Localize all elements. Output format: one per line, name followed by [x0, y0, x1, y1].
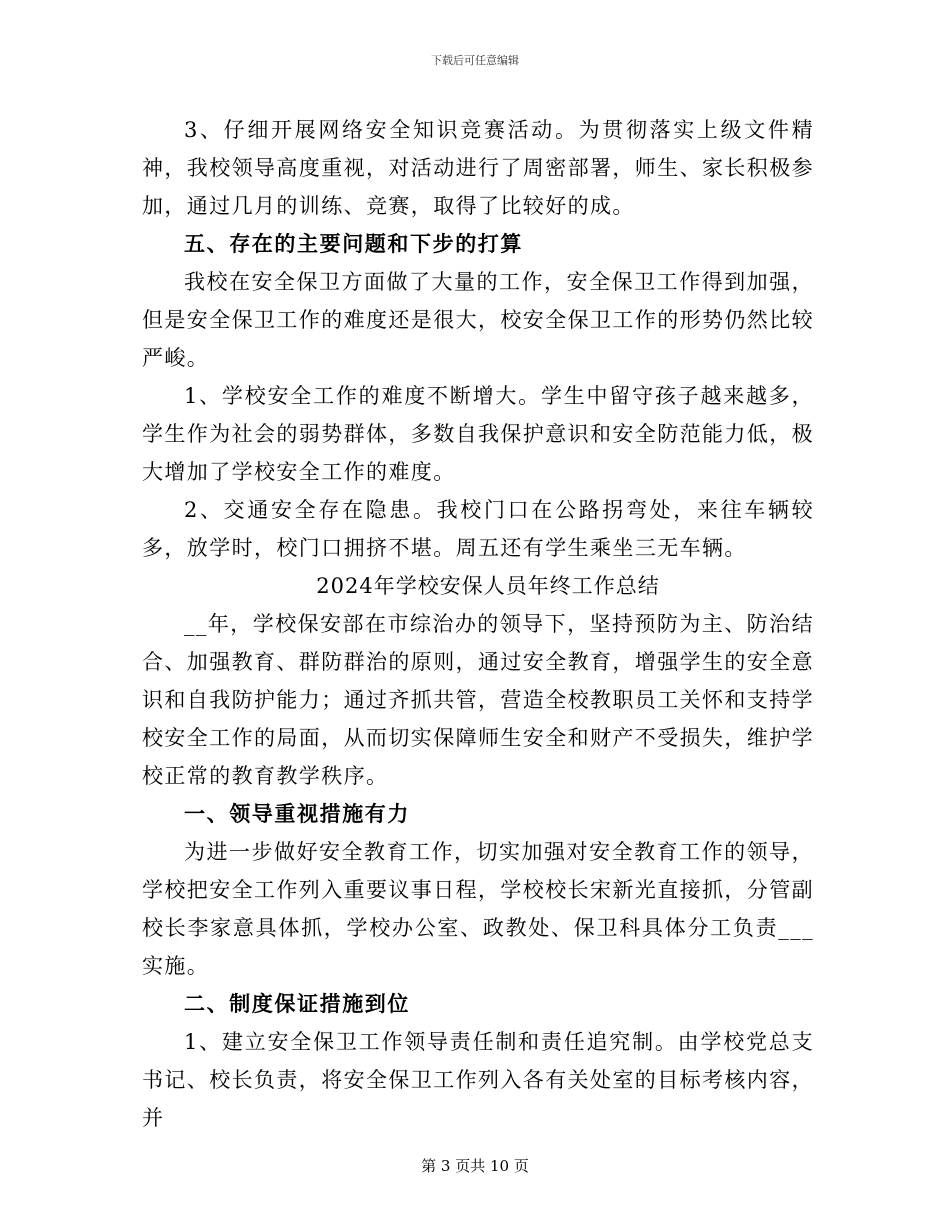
paragraph-leadership: 为进一步做好安全教育工作，切实加强对安全教育工作的领导，学校把安全工作列入重要议事日程，学校校长宋新光直接抓，分管副校长李家意具体抓，学校办公室、政教处、保卫科具体分工负责___实施。	[142, 840, 814, 978]
document-title: 2024年学校安保人员年终工作总结	[316, 574, 660, 598]
section-heading-problems-plans: 五、存在的主要问题和下步的打算	[184, 231, 523, 256]
paragraph-system-item1: 1、建立安全保卫工作领导责任制和责任追究制。由学校党总支书记、校长负责，将安全保卫工作列入各有关处室的目标考核内容，并	[142, 1030, 814, 1130]
paragraph-item1-difficulty: 1、学校安全工作的难度不断增大。学生中留守孩子越来越多，学生作为社会的弱势群体，多数自我保护意识和安全防范能力低，极大增加了学校安全工作的难度。	[142, 384, 814, 484]
document-body	[142, 111, 814, 1137]
paragraph-intro: __年，学校保安部在市综治办的领导下，坚持预防为主、防治结合、加强教育、群防群治的原则，通过安全教育，增强学生的安全意识和自我防护能力；通过齐抓共管，营造全校教职员工关怀和支持学校安全工作的局面，从而切实保障师生安全和财产不受损失，维护学校正常的教育教学秩序。	[142, 612, 814, 788]
paragraph-item3-knowledge-contest: 3、仔细开展网络安全知识竞赛活动。为贯彻落实上级文件精神，我校领导高度重视，对活动进行了周密部署，师生、家长积极参加，通过几月的训练、竞赛，取得了比较好的成。	[142, 118, 814, 218]
paragraph-security-overview: 我校在安全保卫方面做了大量的工作，安全保卫工作得到加强，但是安全保卫工作的难度还是很大，校安全保卫工作的形势仍然比较严峻。	[142, 270, 814, 370]
page-header: 下载后可任意编辑	[431, 54, 519, 67]
paragraph-item2-traffic: 2、交通安全存在隐患。我校门口在公路拐弯处，来往车辆较多，放学时，校门口拥挤不堪。周五还有学生乘坐三无车辆。	[142, 498, 814, 560]
page-footer-page-number: 第 3 页共 10 页	[421, 1157, 529, 1175]
section-heading-leadership: 一、领导重视措施有力	[184, 801, 410, 826]
section-heading-system: 二、制度保证措施到位	[184, 991, 410, 1016]
